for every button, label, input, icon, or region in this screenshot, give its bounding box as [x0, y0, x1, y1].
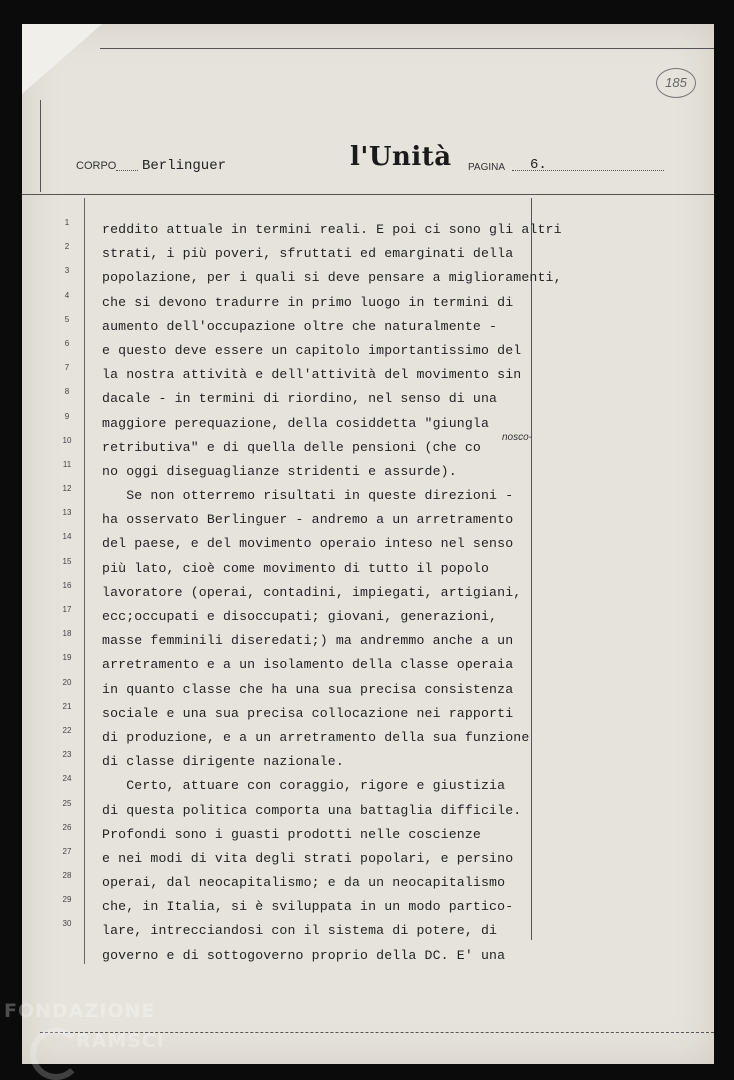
- watermark-logo-text: FONDAZIONE: [4, 1000, 156, 1022]
- line-number: 19: [62, 653, 72, 663]
- text-line: la nostra attività e dell'attività del movimento sin: [102, 367, 522, 383]
- text-line: di produzione, e a un arretramento della sua funzione: [102, 729, 530, 745]
- line-number: 22: [62, 725, 72, 735]
- text-line: Certo, attuare con coraggio, rigore e giustizia: [102, 778, 506, 794]
- text-line: in quanto classe che ha una sua precisa consistenza: [102, 681, 514, 697]
- text-line: strati, i più poveri, sfruttati ed emarginati della: [102, 246, 514, 262]
- text-line: popolazione, per i quali si deve pensare a miglioramenti,: [102, 270, 562, 286]
- text-line: che si devono tradurre in primo luogo in termini di: [102, 294, 514, 310]
- header-bottom-rule: [22, 194, 714, 195]
- watermark-g-icon: [30, 1028, 82, 1080]
- line-number: 28: [62, 871, 72, 881]
- masthead-logo: l'Unità: [350, 142, 452, 172]
- text-line: Profondi sono i guasti prodotti nelle coscienze: [102, 826, 481, 842]
- left-margin-rule: [84, 198, 85, 964]
- pagina-value: 6.: [530, 157, 547, 173]
- line-number: 1: [64, 218, 70, 227]
- line-number: 4: [64, 290, 70, 300]
- line-number: 21: [62, 701, 72, 711]
- line-number: 13: [62, 508, 72, 518]
- text-line: ecc;occupati e disoccupati; giovani, generazioni,: [102, 609, 498, 624]
- line-number: 10: [62, 435, 72, 445]
- text-line: aumento dell'occupazione oltre che naturalmente -: [102, 318, 498, 334]
- text-line: operai, dal neocapitalismo; e da un neocapitalismo: [102, 875, 506, 891]
- text-line: sociale e una sua precisa collocazione nei rapporti: [102, 705, 514, 721]
- line-number: 14: [62, 532, 72, 542]
- text-line: Se non otterremo risultati in queste direzioni -: [102, 488, 514, 504]
- line-number-column: [56, 218, 78, 944]
- line-number: 12: [62, 484, 72, 494]
- text-line: maggiore perequazione, della cosiddetta "giungla: [102, 415, 490, 431]
- text-line: e questo deve essere un capitolo importantissimo del: [102, 342, 522, 358]
- header-left-rule: [40, 100, 41, 192]
- folded-corner: [22, 24, 102, 94]
- corpo-dotted-line: [116, 170, 138, 171]
- pagina-label: PAGINA: [468, 162, 506, 173]
- text-line: di classe dirigente nazionale.: [102, 754, 344, 770]
- text-line: di questa politica comporta una battaglia difficile.: [102, 802, 522, 818]
- line-number: 2: [64, 242, 70, 252]
- line-number: 8: [64, 387, 70, 397]
- line-number: 18: [62, 629, 72, 639]
- line-number: 25: [62, 798, 72, 808]
- text-line: governo e di sottogoverno proprio della DC. E' una: [102, 947, 506, 963]
- text-line: ha osservato Berlinguer - andremo a un arretramento: [102, 512, 514, 528]
- line-number: 11: [62, 459, 72, 469]
- text-line: più lato, cioè come movimento di tutto il popolo: [102, 560, 490, 576]
- line-number: 6: [64, 338, 70, 348]
- text-line: lare, intrecciandosi con il sistema di potere, di: [102, 923, 498, 939]
- text-line: masse femminili diseredati;) ma andremmo anche a un: [102, 633, 514, 649]
- text-line: lavoratore (operai, contadini, impiegati, artigiani,: [102, 584, 522, 600]
- text-line: arretramento e a un isolamento della classe operaia: [102, 657, 514, 673]
- header-top-rule: [100, 48, 714, 49]
- line-number: 16: [62, 580, 72, 590]
- corpo-label: CORPO: [76, 160, 117, 172]
- text-line: del paese, e del movimento operaio inteso nel senso: [102, 536, 514, 552]
- line-number: 3: [64, 266, 70, 276]
- text-line: reddito attuale in termini reali. E poi ci sono gli altri: [102, 222, 562, 237]
- line-number: 30: [62, 919, 72, 929]
- line-number: 7: [64, 363, 70, 373]
- typed-article-text: [102, 218, 592, 968]
- page-stamp: 185: [656, 68, 696, 98]
- line-number: 24: [62, 774, 72, 784]
- text-line: dacale - in termini di riordino, nel senso di una: [102, 391, 498, 407]
- line-number: 9: [64, 411, 70, 421]
- text-line: no oggi diseguaglianze stridenti e assurde).: [102, 463, 457, 479]
- text-line: e nei modi di vita degli strati popolari, e persino: [102, 850, 514, 866]
- text-line: retributiva" e di quella delle pensioni (che co: [102, 439, 481, 455]
- line-number: 26: [62, 822, 72, 832]
- line-number: 15: [62, 556, 72, 566]
- line-number: 5: [64, 314, 70, 324]
- corpo-value: Berlinguer: [142, 158, 227, 174]
- line-number: 20: [62, 677, 72, 687]
- handwritten-correction: nosco-: [502, 432, 533, 443]
- line-number: 23: [62, 750, 72, 760]
- line-number: 17: [62, 605, 72, 614]
- line-number: 27: [62, 846, 72, 856]
- line-number: 29: [62, 895, 72, 905]
- text-line: che, in Italia, si è sviluppata in un modo partico-: [102, 899, 514, 915]
- watermark-logo-text-2: RAMSCI: [76, 1030, 165, 1052]
